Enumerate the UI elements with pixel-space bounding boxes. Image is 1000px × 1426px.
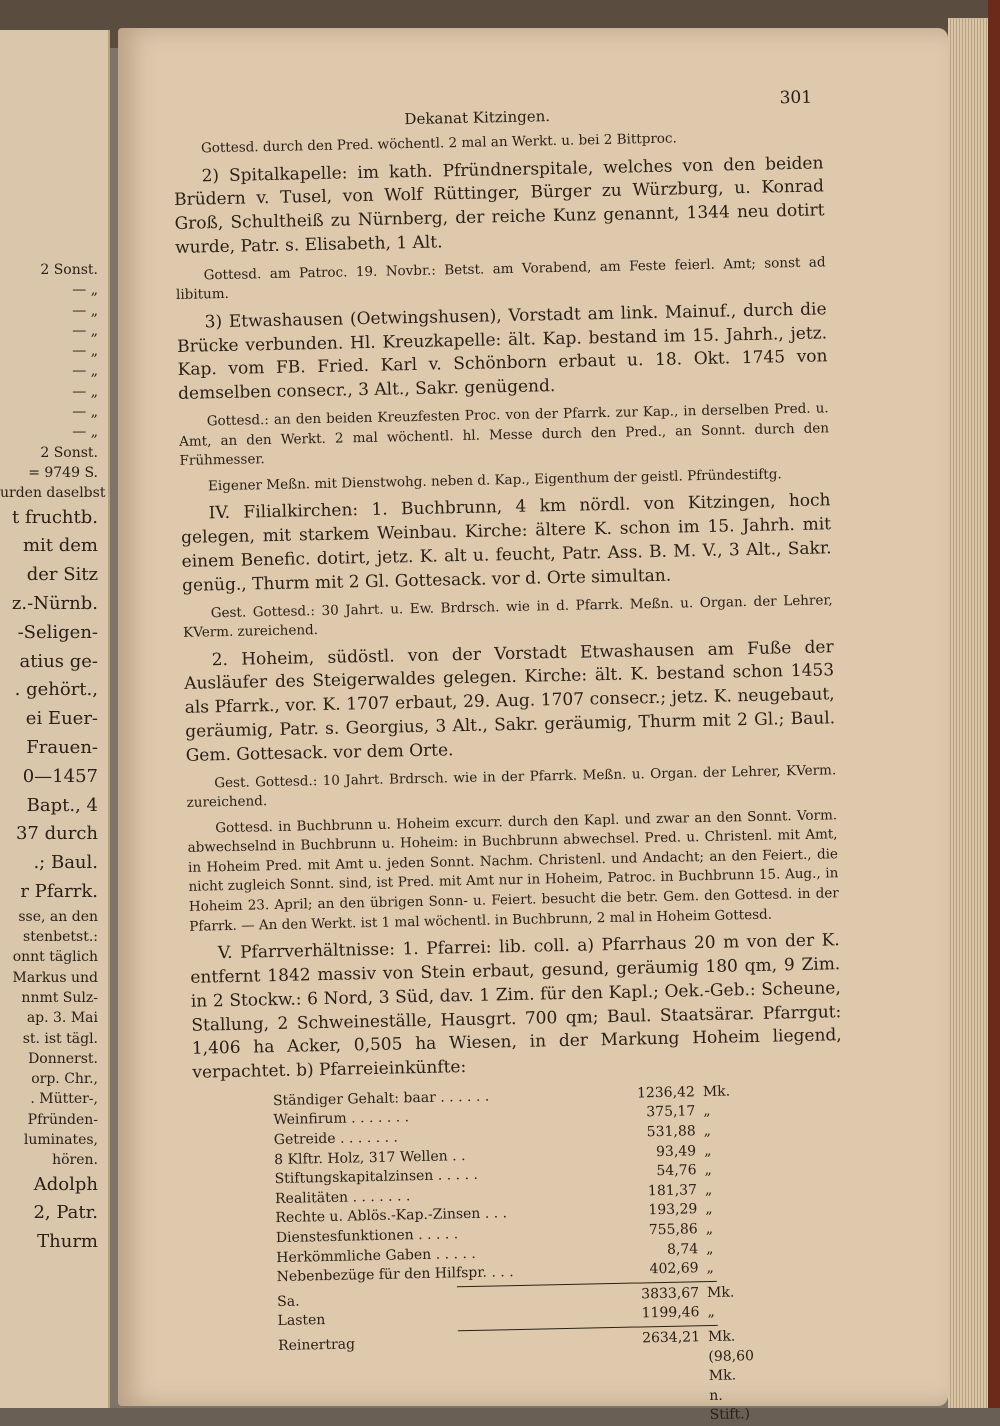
left-page-fragment: Pfründen- (27, 1111, 98, 1128)
left-page-fragment: ap. 3. Mai (26, 1010, 98, 1027)
income-value: 375,17 (646, 1103, 696, 1121)
left-page-fragment: 2 Sonst. (40, 444, 98, 461)
left-page-fragment: luminates, (23, 1131, 98, 1148)
left-page-fragment: — „ (72, 404, 98, 421)
income-label: Realitäten . . . . . . . (274, 1188, 411, 1207)
left-page-fragment: sse, an den (18, 908, 98, 925)
income-label: Ständiger Gehalt: baar . . . . . . (272, 1088, 490, 1109)
left-page-fragment: — „ (72, 424, 98, 441)
left-page-fragment: 2 Sonst. (40, 262, 98, 278)
income-value: 1199,46 (641, 1304, 700, 1322)
left-page-fragment: — „ (72, 282, 98, 299)
income-label: Nebenbezüge für den Hilfspr. . . . (276, 1264, 514, 1286)
left-page-fragment: = 9749 S. (28, 464, 98, 481)
running-title: Dekanat Kitzingen. (404, 107, 551, 129)
income-unit: „ (706, 1240, 714, 1257)
left-page-fragment: -Seligen- (17, 621, 98, 643)
income-value: 402,69 (649, 1260, 699, 1278)
income-label: Weinfirum . . . . . . . (273, 1109, 410, 1129)
income-label: Stiftungskapitalzinsen . . . . . (274, 1167, 479, 1188)
left-page-fragment: .; Baul. (33, 852, 98, 874)
left-page-fragment: 37 durch (15, 823, 98, 845)
income-value: 93,49 (655, 1142, 697, 1160)
paragraph: Gottesd.: an den beiden Kreuzfesten Proc. von der Pfarrk. zur Kap., in derselben Pred. u. Amt, an den Werkt. 2 mal wöchentl. hl. Messe durch den Pred., an Sonnt. durch den Frühmesser. (178, 400, 830, 470)
paragraph: Eigener Meßn. mit Dienstwohg. neben d. Kap., Eigenthum der geistl. Pfründestiftg. (207, 466, 782, 495)
left-page-fragment: Bapt., 4 (26, 794, 98, 816)
left-page-fragment: r Pfarrk. (20, 880, 98, 902)
income-label: Sa. (277, 1293, 300, 1310)
left-page-fragment: — „ (72, 343, 98, 360)
left-page-fragment: 2, Patr. (33, 1202, 98, 1224)
left-page-fragment: — „ (72, 383, 98, 400)
left-page-fragment: Thurm (37, 1231, 98, 1253)
left-page-fragment: Markus und (12, 969, 98, 986)
income-table (273, 1080, 850, 1426)
left-page-fragment: Adolph (33, 1173, 98, 1195)
income-unit: „ (705, 1201, 713, 1218)
income-label: Lasten (277, 1312, 326, 1330)
left-page-fragment: atius ge- (19, 650, 98, 672)
paragraph: Gest. Gottesd.: 10 Jahrt. Brdrsch. wie in der Pfarrk. Meßn. u. Organ. der Lehrer, KVerm. zureichend. (186, 761, 837, 812)
income-value: 54,76 (656, 1162, 697, 1180)
page-edges (948, 18, 990, 1408)
income-value: 2634,21 (641, 1329, 701, 1347)
paragraph: IV. Filialkirchen: 1. Buchbrunn, 4 km nördl. von Kitzingen, hoch gelegen, mit starkem Weinbau. Kirche: ältere K. schon im 15. Jahrh. mit einem Benefic. dotirt, jetz. K. alt u. feucht, Patr. Ass. B. M. V., 3 Alt., Sakr. genüg., Thurm mit 2 Gl. Gottesack. vor d. Orte simultan. (180, 490, 832, 596)
income-value: 8,74 (666, 1240, 699, 1258)
left-page-fragment: stenbetst.: (23, 929, 98, 946)
left-page-fragment: urden daselbst (0, 485, 106, 502)
left-page-text-fragments (0, 260, 106, 1257)
left-page-fragment: der Sitz (26, 564, 98, 586)
left-page-fragment: onnt täglich (12, 949, 98, 966)
income-unit: „ (707, 1304, 715, 1321)
left-page-fragment: hören. (52, 1152, 98, 1169)
paragraph: Gottesd. durch den Pred. wöchentl. 2 mal an Werkt. u. bei 2 Bittproc. (200, 130, 677, 157)
page-number: 301 (779, 87, 813, 109)
income-value: 755,86 (648, 1221, 698, 1239)
left-page-fragment: Donnerst. (28, 1050, 98, 1067)
paragraph: 3) Etwashausen (Oetwingshusen), Vorstadt am link. Mainuf., durch die Brücke verbunden. Hl. Kreuzkapelle: ält. Kap. bestand im 15. Jahrh., jetz. Kap. vom FB. Fried. Karl v. Schönborn erbaut u. 18. Okt. 1745 von demselben consecr., 3 Alt., Sakr. genügend. (176, 299, 828, 405)
page-content (172, 86, 850, 1426)
left-page-fragment: Frauen- (26, 736, 98, 758)
left-page-fragment: — „ (72, 363, 98, 380)
income-unit: Mk. (98,60 Mk. n. Stift.) (707, 1328, 755, 1424)
paragraph: 2. Hoheim, südöstl. von der Vorstadt Etwashausen am Fuße der Ausläufer des Steigerwaldes gelegen. Kirche: ält. K. bestand schon 1453 als Pfarrk., vor. K. 1707 erbaut, 29. Aug. 1707 consecr.; jetz. K. neugebaut, geräumig, Patr. s. Georgius, 3 Alt., Sakr. geräumig, Thurm mit 2 Gl.; Baul. Gem. Gottesack. vor dem Orte. (184, 636, 836, 766)
left-page-fragment: st. ist tägl. (22, 1030, 98, 1047)
left-page-fragment: t fruchtb. (12, 506, 98, 528)
reinertrag-row (277, 1327, 755, 1426)
left-page-fragment: z.-Nürnb. (11, 592, 98, 614)
income-unit: „ (703, 1142, 712, 1159)
paragraph: 2) Spitalkapelle: im kath. Pfründnerspitale, welches von den beiden Brüdern v. Tusel, von Wolf Rüttinger, Bürger zu Würzburg, u. Konrad Groß, Schultheiß zu Nürnberg, der reiche Kunz genannt, 1344 neu dotirt wurde, Patr. s. Elisabeth, 1 Alt. (173, 152, 825, 258)
income-unit: „ (706, 1260, 715, 1277)
income-unit: Mk. (706, 1284, 735, 1301)
income-label: Dienstesfunktionen . . . . . (275, 1226, 459, 1247)
income-value: 3833,67 (641, 1285, 700, 1303)
income-unit: „ (703, 1103, 711, 1120)
left-page-fragment: — „ (72, 302, 98, 319)
income-unit: „ (704, 1181, 713, 1198)
income-value: 531,88 (646, 1123, 696, 1141)
left-page-fragment: 0—1457 (22, 765, 98, 787)
left-page-fragment: mit dem (22, 535, 98, 557)
income-label: 8 Klftr. Holz, 317 Wellen . . (274, 1147, 466, 1168)
income-value: 1236,42 (636, 1084, 696, 1102)
income-label: Herkömmliche Gaben . . . . . (276, 1245, 476, 1266)
left-page-fragment: . gehört., (14, 679, 98, 701)
income-unit: „ (704, 1162, 712, 1179)
left-page-fragment: orp. Chr., (31, 1071, 98, 1088)
paragraphs (173, 126, 843, 1085)
left-page-fragment: nnmt Sulz- (21, 989, 98, 1006)
left-page-fragment: ei Euer- (25, 708, 98, 730)
income-unit: „ (705, 1220, 714, 1238)
paragraph: Gottesd. am Patroc. 19. Novbr.: Betst. am Vorabend, am Feste feierl. Amt; sonst ad libitum. (175, 254, 826, 304)
income-unit: „ (703, 1123, 712, 1140)
book-cover-edge (988, 0, 1000, 1426)
left-page-fragment: — „ (72, 322, 98, 339)
paragraph: Gottesd. in Buchbrunn u. Hoheim excurr. durch den Kapl. und zwar an den Sonnt. Vorm. abwechselnd in Buchbrunn u. Hoheim: in Buchbrunn abwechsel. Pred. u. Christenl. mit Amt, in Hoheim Pred. mit Amt u. jeden Sonnt. Nachm. Christenl. und Andacht; an den Feiert., die nicht zugleich Sonnt. sind, ist Pred. mit Amt nur in Hoheim, Patroc. in Buchbrunn 15. Aug., in Hoheim 23. April; an den übrigen Sonn- u. Feiert. besucht die betr. Gem. den Gottesd. in der Pfarrk. — An den Werkt. ist 1 mal wöchentl. in Buchbrunn, 2 mal in Hoheim Gottesd. (187, 806, 839, 935)
income-unit: Mk. (702, 1083, 731, 1100)
income-label: Rechte u. Ablös.-Kap.-Zinsen . . . (275, 1205, 508, 1227)
paragraph: Gest. Gottesd.: 30 Jahrt. u. Ew. Brdrsch. wie in d. Pfarrk. Meßn. u. Organ. der Lehrer, KVerm. zureichend. (182, 591, 833, 641)
left-page (0, 30, 110, 1426)
income-value: 181,37 (647, 1182, 698, 1200)
left-page-fragment: . Mütter-, (30, 1091, 98, 1108)
income-value: 193,29 (648, 1201, 698, 1219)
income-label: Reinertrag (277, 1336, 356, 1355)
paragraph: V. Pfarrverhältnisse: 1. Pfarrei: lib. coll. a) Pfarrhaus 20 m von der K. entfernt 1842 massiv von Stein erbaut, gesund, geräumig 180 qm, 9 Zim. in 2 Stockw.: 6 Nord, 3 Süd, dav. 1 Zim. für den Kapl.; Oek.-Geb.: Scheune, Stallung, 2 Schweineställe, Hausgrt. 700 qm; Baul. Staatsärar. Pfarrgut: 1,406 ha Acker, 0,505 ha Wiesen, in der Markung Hoheim liegend, verpachtet. b) Pfarreieinkünfte: (190, 930, 842, 1083)
income-label: Getreide . . . . . . . (273, 1129, 399, 1149)
